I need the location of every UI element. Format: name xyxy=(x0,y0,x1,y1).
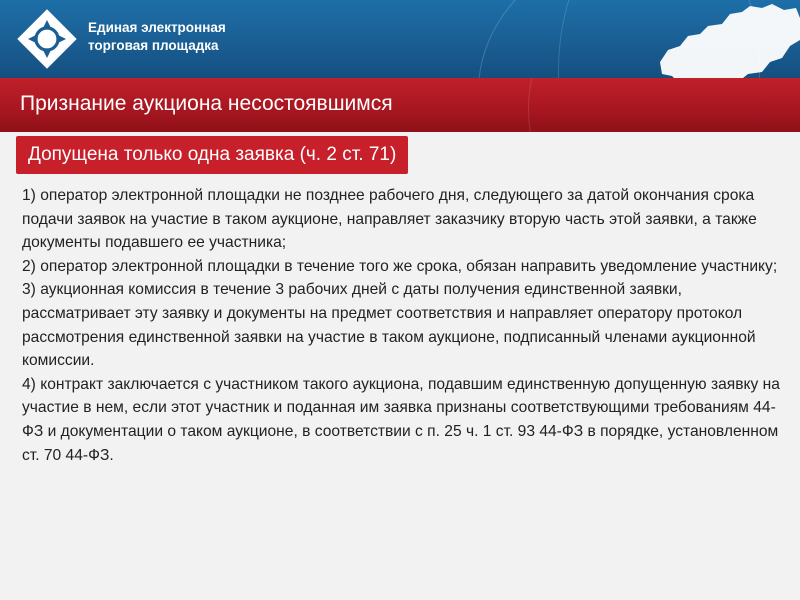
paragraph: 4) контракт заключается с участником такого аукциона, подавшим единственную допущенную заявку на участие в нем, если этот участник и поданная им заявка признаны соответствующими требованиям 44-ФЗ и документации о таком аукционе, в соответствии с п. 25 ч. 1 ст. 93 44-ФЗ в порядке, установленном ст. 70 44-ФЗ. xyxy=(22,375,780,464)
logo-text xyxy=(88,19,226,55)
page-title: Признание аукциона несостоявшимся xyxy=(20,92,393,115)
subtitle-box: Допущена только одна заявка (ч. 2 ст. 71) xyxy=(16,136,408,174)
content-body xyxy=(22,184,792,467)
paragraph: 1) оператор электронной площадки не позднее рабочего дня, следующего за датой окончания срока подачи заявок на участие в таком аукционе, направляет заказчику вторую часть этой заявки, а также документы подавшего ее участника; xyxy=(22,187,757,252)
arc-decoration xyxy=(528,78,800,132)
paragraph: 3) аукционная комиссия в течение 3 рабочих дней с даты получения единственной заявки, рассматривает эту заявку и документы на предмет соответствия и направляет оператору протокол рассмотрения единственной заявки на участие в таком аукционе, подписанный членами аукционной комиссии. xyxy=(22,281,756,370)
logo-line-1: Единая электронная xyxy=(88,20,226,35)
paragraph: 2) оператор электронной площадки в течение того же срока, обязан направить уведомление участнику; xyxy=(22,257,778,275)
logo-icon xyxy=(16,8,78,70)
title-bar xyxy=(0,78,800,132)
logo-line-2: торговая площадка xyxy=(88,38,219,53)
